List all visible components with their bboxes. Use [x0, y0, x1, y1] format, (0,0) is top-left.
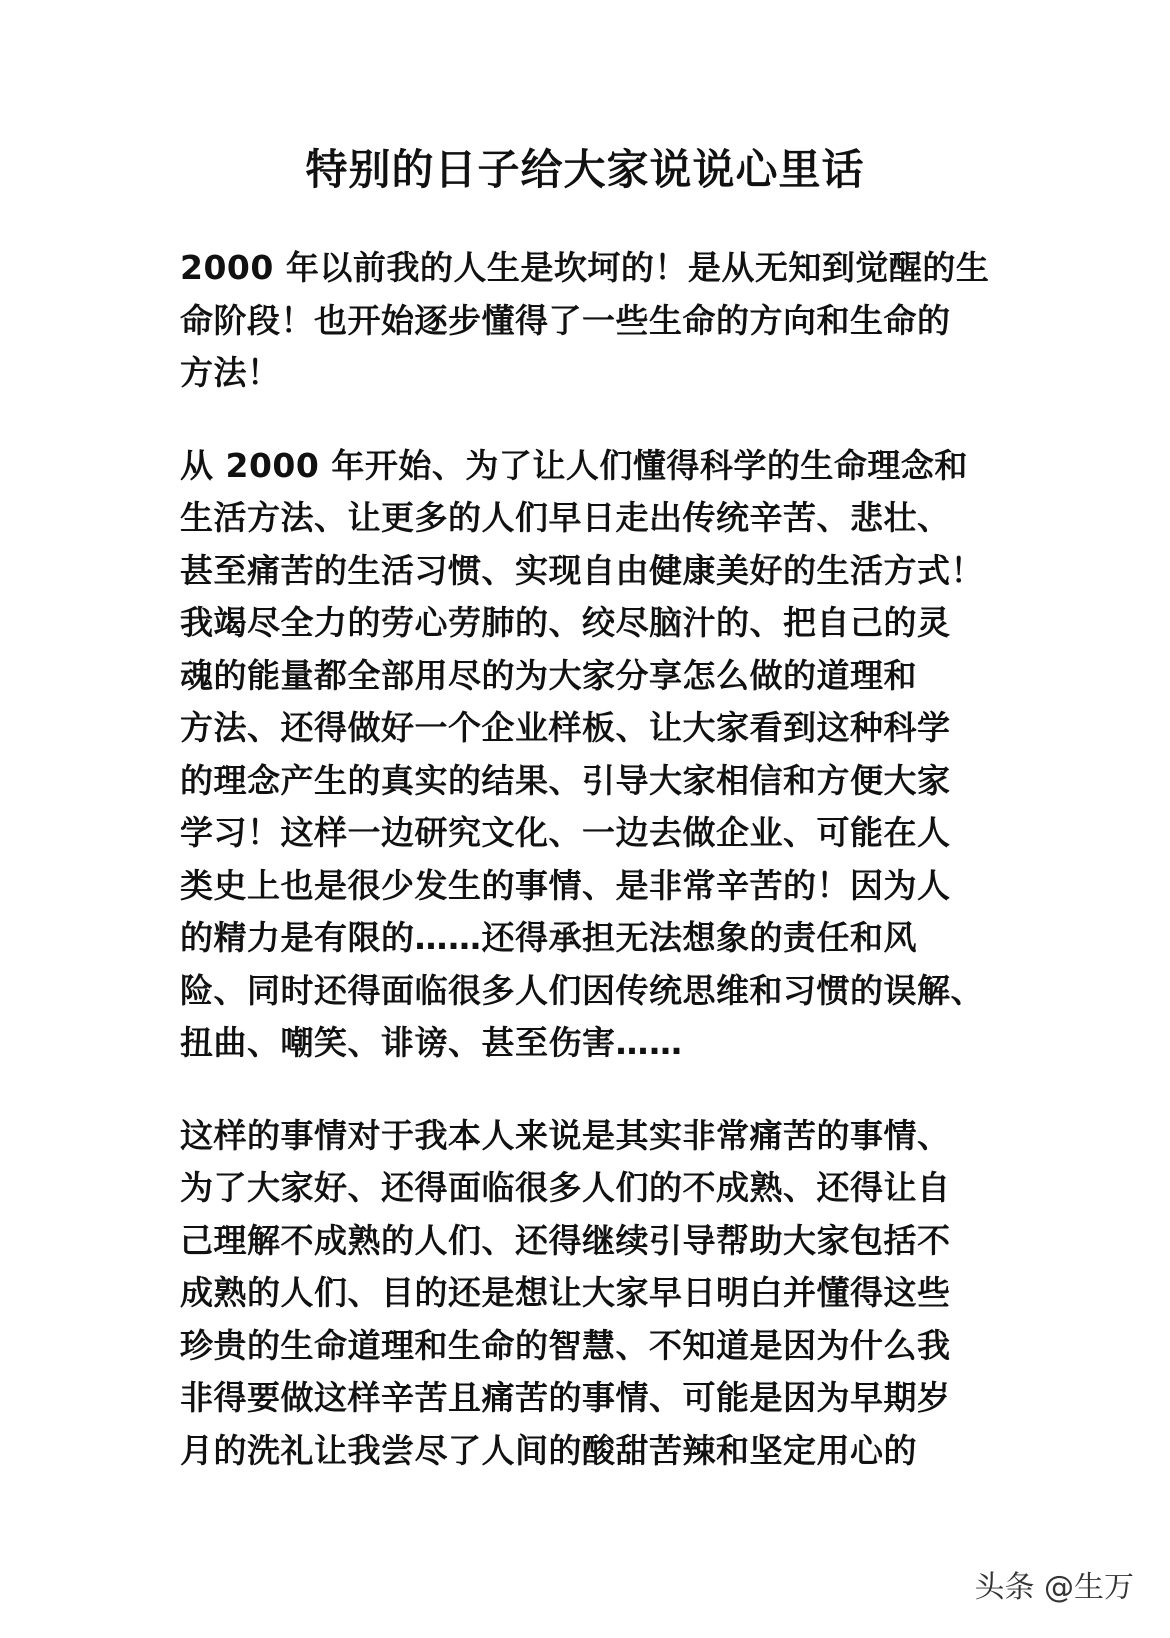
text-line: 为了大家好、还得面临很多人们的不成熟、还得让自 — [180, 1168, 951, 1207]
text-line: 甚至痛苦的生活习惯、实现自由健康美好的生活方式！ — [180, 550, 984, 590]
text-line: 己理解不成熟的人们、还得继续引导帮助大家包括不 — [180, 1220, 951, 1260]
text-line: 我竭尽全力的劳心劳肺的、绞尽脑汁的、把自己的灵 — [180, 603, 951, 642]
text-line: 从 2000 年开始、为了让人们懂得科学的生命理念和 — [180, 445, 968, 485]
text-line: 成熟的人们、目的还是想让大家早日明白并懂得这些 — [180, 1273, 951, 1312]
text-line: 月的洗礼让我尝尽了人间的酸甜苦辣和坚定用心的 — [180, 1430, 917, 1470]
text-line: 扭曲、嘲笑、诽谤、甚至伤害…… — [180, 1023, 683, 1062]
text-line: 的理念产生的真实的结果、引导大家相信和方便大家 — [180, 760, 951, 800]
text-line: 这样的事情对于我本人来说是其实非常痛苦的事情、 — [180, 1115, 951, 1155]
text-line: 非得要做这样辛苦且痛苦的事情、可能是因为早期岁 — [180, 1378, 951, 1417]
article-body — [180, 242, 1000, 1517]
paragraph-2 — [180, 440, 1000, 1070]
text-line: 的精力是有限的……还得承担无法想象的责任和风 — [180, 918, 917, 957]
text-line: 学习！这样一边研究文化、一边去做企业、可能在人 — [180, 813, 951, 852]
text-line: 魂的能量都全部用尽的为大家分享怎么做的道理和 — [180, 655, 917, 695]
text-line: 方法、还得做好一个企业样板、让大家看到这种科学 — [180, 708, 951, 747]
source-watermark: 头条 @生万 — [974, 1570, 1134, 1605]
page-title: 特别的日子给大家说说心里话 — [305, 145, 865, 194]
text-line: 险、同时还得面临很多人们因传统思维和习惯的误解、 — [180, 970, 984, 1010]
paragraph-3 — [180, 1110, 1000, 1478]
paragraph-1 — [180, 242, 1000, 400]
text-line: 2000 年以前我的人生是坎坷的！是从无知到觉醒的生 — [180, 248, 990, 287]
text-line: 生活方法、让更多的人们早日走出传统辛苦、悲壮、 — [180, 498, 951, 537]
text-line: 方法！ — [180, 353, 281, 392]
text-line: 类史上也是很少发生的事情、是非常辛苦的！因为人 — [180, 865, 951, 905]
text-line: 珍贵的生命道理和生命的智慧、不知道是因为什么我 — [180, 1325, 951, 1365]
text-line: 命阶段！也开始逐步懂得了一些生命的方向和生命的 — [180, 300, 951, 340]
